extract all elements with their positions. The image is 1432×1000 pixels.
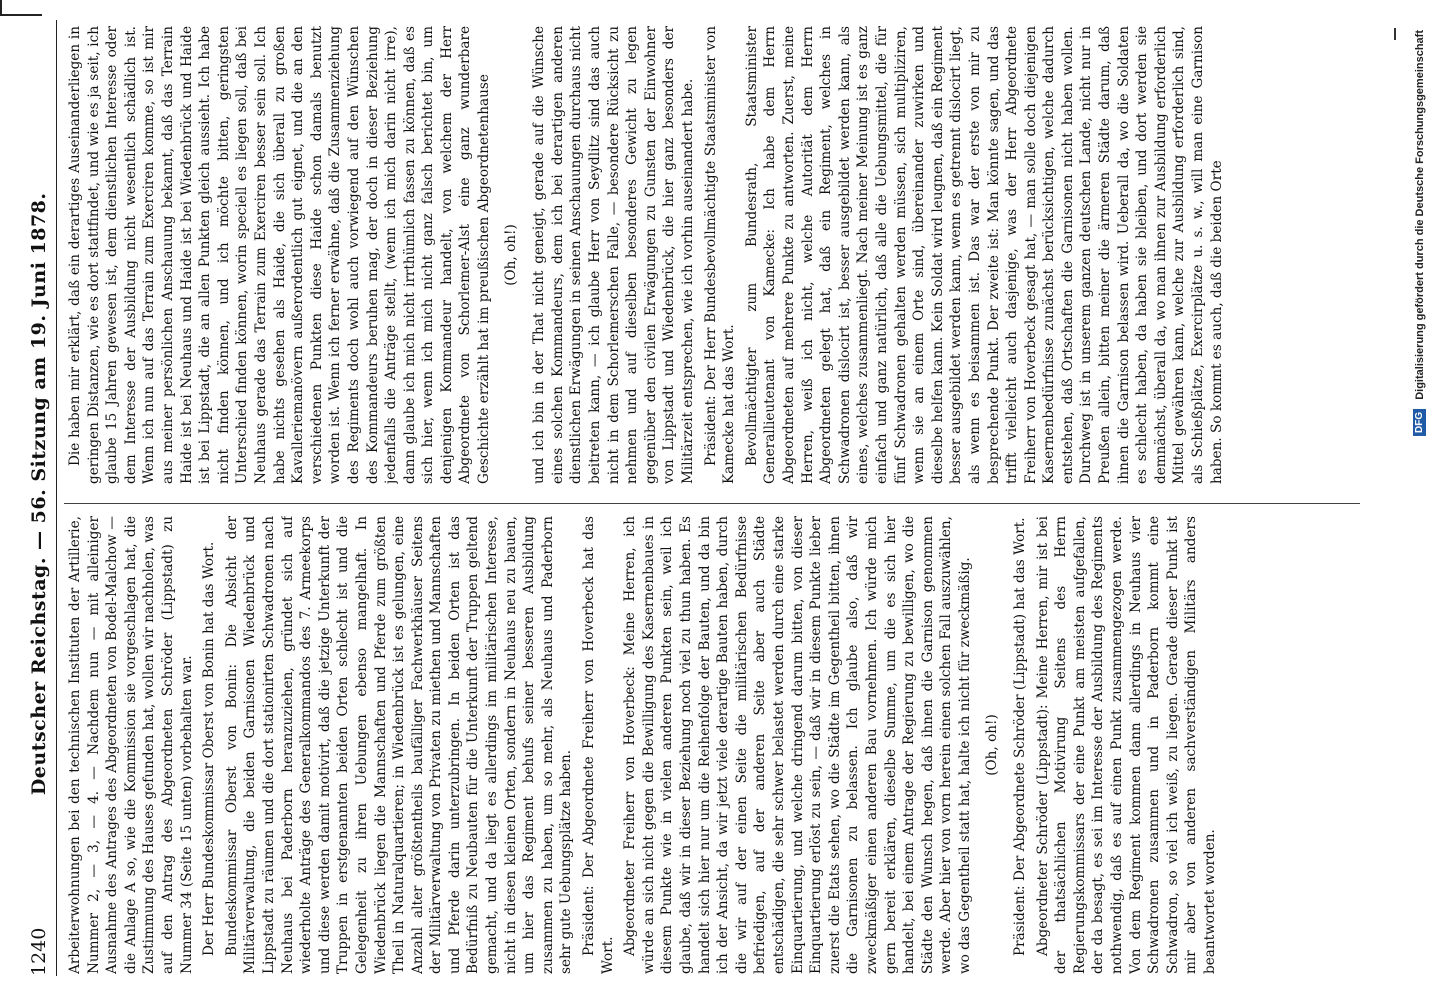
paragraph: Präsident: Der Abgeordnete Freiherr von Hoverbeck hat das Wort.	[581, 516, 616, 974]
digitization-credit	[1413, 30, 1426, 436]
left-column	[66, 516, 1356, 974]
paragraph: Arbeiterwohnungen bei den technischen Instituten der Artillerie, Nummer 2, — 3, — 4. — Nachdem nun — mit alleiniger Ausnahme des Antrages des Abgeordneten von Bodel-Malchow — die Anlage A so, wie die Kommission sie vorgeschlagen hat, die Zustimmung des Hauses gefunden hat, wollen wir nachholen, was auf den Antrag des Abgeordneten Schröder (Lippstadt) zu Nummer 34 (Seite 15 unten) vorbehalten war.	[67, 516, 195, 974]
paragraph: und ich bin in der That nicht geneigt, gerade auf die Wünsche eines solchen Kommandeurs, dem ich bei derartigen anderen dienstlichen Erwägungen in seinen Anschauungen durchaus nicht beitreten kann, — ich glaube Herr von Seydlitz sind das auch nicht in dem Schorlemerschen Falle, — besondere Rücksicht zu nehmen und auf dieselben besonderes Gewicht zu legen gegenüber den civilen Erwägungen zu Gunsten der Einwohner von Lippstadt und Wiedenbrück, die hier ganz besonders der Militärzeit entsprechen, wie ich vorhin auseinandert habe.	[531, 26, 696, 484]
paragraph: Bundeskommissar Oberst von Bonin: Die Absicht der Militärverwaltung, die beiden Garnisonen Wiedenbrück und Lippstadt zu räumen und die dort stationirten Schwadronen nach Neuhaus bei Paderborn heranzuziehen, gründet sich auf wiederholte Anträge des Generalkommandos des 7. Armeekorps und diese werden damit motivirt, daß die jetzige Unterkunft der Truppen in erstgenannten beiden Orten schlecht ist und die Gelegenheit zu ihren Uebungen ebenso mangelhaft. In Wiedenbrück liegen die Mannschaften und Pferde zum größten Theil in Naturalquartieren; in Wiedenbrück ist es gelungen, eine Anzahl alter größtentheils baufälliger Fachwerkhäuser Seitens der Militärverwaltung von Privaten zu miethen und Mannschaften und Pferde darin unterzubringen. In beiden Orten ist das Bedürfniß zu Neubauten für die Unterkunft der Truppen geltend gemacht, und da liegt es allerdings im militärischen Interesse, nicht in diesen kleinen Orten, sondern in Neuhaus neu zu bauen, um hier das Regiment behufs seiner besseren Ausbildung zusammen zu haben, um so mehr, als Neuhaus und Paderborn sehr gute Uebungsplätze haben.	[223, 516, 575, 974]
credit-text: Digitalisierung gefördert durch die Deutsche Forschungsgemeinschaft	[1414, 30, 1426, 400]
scan-tick-mark	[1394, 28, 1396, 40]
page-header	[22, 20, 57, 976]
interjection: (Oh, oh!)	[502, 224, 519, 286]
interjection: (Oh, oh!)	[983, 714, 1000, 776]
paragraph: Bevollmächtigter zum Bundesrath, Staatsminister Generallieutenant von Kamecke: Ich habe dem Herrn Abgeordneten auf mehrere Punkte zu antworten. Zuerst, meine Herren, weiß ich nicht, welche Autorität dem Herrn Abgeordneten gelegt hat, daß ein Regiment, welches in Schwadronen dislocirt ist, besser ausgebildet werden kann, als eines, welches zusammenliegt. Nach meiner Meinung ist es ganz einfach und ganz natürlich, daß alle die Uebungsmittel, die für fünf Schwadronen gehalten werden müssen, sich multipliziren, wenn sie an einem Orte sind, übereinander zuwirken und dieselbe helfen kann. Kein Soldat wird leugnen, daß ein Regiment besser ausgebildet werden kann, wenn es getrennt dislocirt liegt, als wenn es beisammen ist. Das war der erste von mir zu besprechende Punkt. Der zweite ist: Man könnte sagen, und das trifft vielleicht auch dasjenige, was der Herr Abgeordnete Freiherr von Hoverbeck gesagt hat, — man solle doch diejenigen Kasernenbedürfnisse zunächst berücksichtigen, welche dadurch entstehen, daß Ortschaften die Garnisonen nicht haben wollen. Durchweg ist in unserem ganzen deutschen Lande, nicht nur in Preußen allein, bitten meiner die ärmeren Städte darum, daß ihnen die Garnison belassen wird. Ueberall da, wo die Soldaten es schlecht haben, da haben sie bleiben, und dort werden sie demnächst, überall da, wo man ihnen zur Ausbildung erforderlich Mittel gewähren kann, welche zur Ausbildung erforderlich sind, als Schießplätze, Exercirplätze u. s. w., will man eine Garnison haben. So kommt es auch, daß die beiden Orte	[743, 26, 1225, 484]
page-title: Deutscher Reichstag. — 56. Sitzung am 19. Juni 1878.	[28, 192, 50, 796]
column-divider	[64, 503, 1360, 504]
paragraph: Abgeordneter Schröder (Lippstadt): Meine Herren, mir ist bei der thatsächlichen Motivirung Seitens des Herrn Regierungskommissars der eine Punkt am meisten aufgefallen, der da besagt, es sei im Interesse der Ausbildung des Regiments nothwendig, daß es auf einen Punkt zusammengezogen werde. Von dem Regiment kommen dann allerdings in Neuhaus vier Schwadronen zusammen und in Paderborn kommt eine Schwadron, so viel ich weiß, zu liegen. Gerade dieser Punkt ist mir aber von anderen sachverständigen Militärs anders beantwortet worden.	[1034, 516, 1219, 974]
paragraph: Präsident: Der Herr Bundesbevollmächtigte Staatsminister von Kamecke hat das Wort.	[702, 26, 738, 484]
dfg-logo: DFG	[1413, 409, 1426, 436]
page-number: 1240	[28, 927, 50, 976]
paragraph: Der Herr Bundeskommissar Oberst von Bonin hat das Wort.	[201, 541, 218, 956]
right-column	[66, 26, 1356, 484]
scan-corner-mark	[0, 0, 42, 16]
paragraph: Präsident: Der Abgeordnete Schröder (Lippstadt) hat das Wort.	[1012, 517, 1029, 956]
paragraph: Abgeordneter Freiherr von Hoverbeck: Meine Herren, ich würde an sich nicht gegen die Bewilligung des Kasernenbaues in diesem Punkte wie in vielen anderen Punkten sein, weil ich glaube, daß wir in dieser Beziehung noch viel zu thun haben. Es handelt sich hier nur um die Reihenfolge der Bauten, und da bin ich der Ansicht, da wir jetzt viele derartige Bauten haben, durch die wir auf der einen Seite die militärischen Bedürfnisse befriedigen, auf der anderen Seite aber auch Städte entschädigen, die sehr schwer belastet werden durch eine starke Einquartierung, und welche dringend darum bitten, von dieser Einquartierung erlöst zu sein, — daß wir in diesem Punkte lieber zuerst die Etats sehen, wo die Städte im Gegentheil bitten, ihnen die Garnisonen zu belassen. Ich glaube also, daß wir zweckmäßiger einen anderen Bau vornehmen. Ich würde mich gern bereit erklären, dieselbe Summe, um die es sich hier handelt, bei einem Antrage der Regierung zu bewilligen, wo die Städte den Wunsch hegen, daß ihnen die Garnison genommen werde. Aber hier von vorn herein einen solchen Fall auszuwählen, wo das Gegentheil statt hat, halte ich nicht für zweckmäßig.	[622, 516, 973, 974]
paragraph: Die haben mir erklärt, daß ein derartiges Auseinanderliegen in geringen Distanzen, wie es dort stattfindet, und wie es ja seit, ich glaube 15 Jahren gewesen ist, dem dienstlichen Interesse oder dem Interesse der Ausbildung nicht wesentlich schädlich ist. Wenn ich nun auf das Terrain zum Exerciren komme, so ist mir aus meiner persönlichen Anschauung bekannt, daß das Terrain Haide ist bei Neuhaus und Haide ist bei Wiedenbrück und Haide ist bei Lippstadt, die an allen Punkten gleich aussieht. Ich habe nicht finden können, und ich möchte bitten, geringsten Unterschied finden können, worin speciell es liegen soll, daß bei Neuhaus gerade das Terrain zum Exerciren besser sein soll. Ich habe nichts gesehen als Haide, die sich überall zu großen Kavalleriemanövern außerordentlich gut eignet, und die an den verschiedenen Punkten diese Haide schon damals benutzt worden ist. Wenn ich ferner erwähne, daß die Zusammenziehung des Regiments doch wohl auch vorwiegend auf den Wünschen des Kommandeurs beruhen mag, der doch in dieser Beziehung jedenfalls die Anträge stellt, (wenn ich mich darin nicht irre), dann glaube ich mich nicht irrthümlich fassen zu können, daß es sich hier, wenn ich mich nicht ganz falsch berichtet bin, um denjenigen Kommandeur handelt, von welchem der Herr Abgeordnete von Schorlemer-Alst eine ganz wunderbare Geschichte erzählt hat im preußischen Abgeordnetenhause	[67, 26, 493, 484]
